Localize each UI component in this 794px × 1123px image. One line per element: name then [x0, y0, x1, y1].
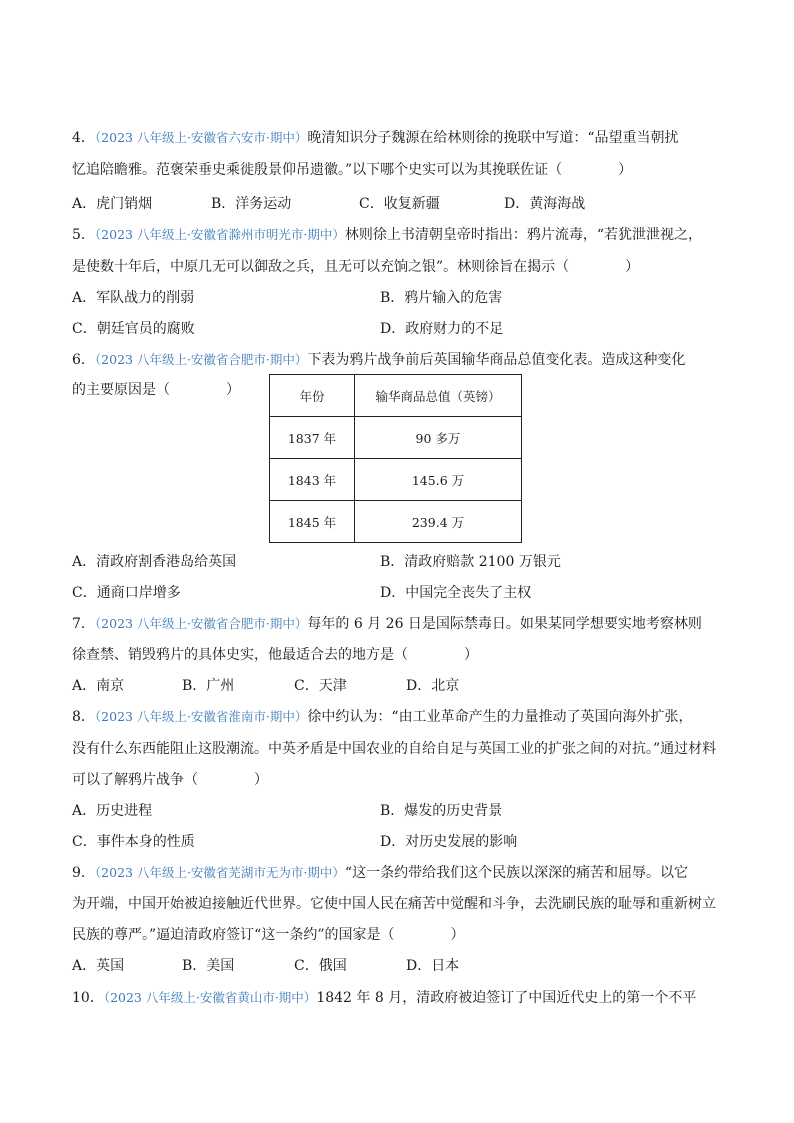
question-7-line-1	[72, 614, 702, 634]
export-value-table	[269, 374, 522, 543]
question-number: 6．	[72, 352, 95, 368]
table-cell: 145.6 万	[355, 459, 522, 501]
question-8-line-2: 没有什么东西能阻止这股潮流。中英矛盾是中国农业的自给自足与英国工业的扩张之间的对抗。”通过材料	[72, 741, 717, 757]
question-number: 5．	[72, 227, 95, 243]
question-text: 下表为鸦片战争前后英国输华商品总值变化表。造成这种变化	[307, 352, 686, 368]
table-row	[270, 459, 522, 501]
table-header-row	[270, 375, 522, 417]
question-text: 徐中约认为：“由工业革命产生的力量推动了英国向海外扩张，	[307, 709, 693, 725]
question-number: 8．	[72, 709, 95, 725]
option-b: B．美国	[182, 958, 235, 974]
question-source: （2023 八年级上·安徽省合肥市·期中）	[94, 352, 308, 367]
option-c: C．俄国	[294, 958, 347, 974]
option-a: A．清政府割香港岛给英国	[72, 554, 237, 570]
question-text: 林则徐上书清朝皇帝时指出：鸦片流毒，“若犹泄泄视之，	[344, 227, 703, 243]
table-header-year: 年份	[270, 375, 355, 417]
table-cell: 90 多万	[355, 417, 522, 459]
question-source: （2023 八年级上·安徽省六安市·期中）	[94, 130, 308, 145]
question-5-line-1	[72, 225, 702, 245]
question-source: （2023 八年级上·安徽省淮南市·期中）	[94, 709, 308, 724]
question-source: （2023 八年级上·安徽省芜湖市无为市·期中）	[94, 865, 345, 880]
table-row	[270, 501, 522, 543]
question-text: 晚清知识分子魏源在给林则徐的挽联中写道：“品望重当朝扰	[307, 130, 679, 146]
table-row	[270, 417, 522, 459]
option-a: A．南京	[72, 678, 125, 694]
option-b: B．清政府赔款 2100 万银元	[380, 554, 561, 570]
option-a: A．虎门销烟	[72, 196, 153, 212]
option-c: C．事件本身的性质	[72, 834, 195, 850]
question-9-line-2: 为开端，中国开始被迫接触近代世界。它使中国人民在痛苦中觉醒和斗争，去洗刷民族的耻辱和重新树立	[72, 896, 716, 912]
question-9-line-3: 民族的尊严。”逼迫清政府签订“这一条约”的国家是（ ）	[72, 927, 465, 943]
question-source: （2023 八年级上·安徽省合肥市·期中）	[94, 616, 308, 631]
option-b: B．洋务运动	[211, 196, 292, 212]
question-source: （2023 八年级上·安徽省滁州市明光市·期中）	[94, 227, 345, 242]
option-c: C．收复新疆	[359, 196, 440, 212]
question-text: 每年的 6 月 26 日是国际禁毒日。如果某同学想要实地考察林则	[307, 616, 702, 632]
option-b: B．广州	[182, 678, 235, 694]
table-header-value: 输华商品总值（英镑）	[355, 375, 522, 417]
option-a: A．军队战力的削弱	[72, 290, 195, 306]
question-number: 9．	[72, 865, 95, 881]
option-d: D．黄海海战	[504, 196, 586, 212]
option-d: D．中国完全丧失了主权	[380, 585, 532, 601]
table-cell: 1845 年	[270, 501, 355, 543]
table-cell: 239.4 万	[355, 501, 522, 543]
question-number: 7．	[72, 616, 95, 632]
question-4-line-2: 忆追陪瞻雅。范褒荣垂史乘徙殷景仰吊遗徽。”以下哪个史实可以为其挽联佐证（ ）	[72, 162, 633, 178]
question-text: “这一条约带给我们这个民族以深深的痛苦和屈辱。以它	[344, 865, 689, 881]
option-a: A．英国	[72, 958, 125, 974]
option-d: D．日本	[406, 958, 460, 974]
option-b: B．鸦片输入的危害	[380, 290, 503, 306]
question-7-line-2: 徐查禁、销毁鸦片的具体史实，他最适合去的地方是（ ）	[72, 647, 478, 663]
question-text: 1842 年 8 月，清政府被迫签订了中国近代史上的第一个不平	[316, 990, 697, 1006]
question-number: 10．	[72, 990, 104, 1006]
option-d: D．北京	[406, 678, 460, 694]
question-5-line-2: 是使数十年后，中原几无可以御敌之兵，且无可以充饷之银”。林则徐旨在揭示（ ）	[72, 259, 640, 275]
option-c: C．朝廷官员的腐败	[72, 321, 195, 337]
table-cell: 1837 年	[270, 417, 355, 459]
option-c: C．天津	[294, 678, 347, 694]
option-d: D．政府财力的不足	[380, 321, 504, 337]
question-6-line-2: 的主要原因是（ ）	[72, 382, 240, 398]
question-source: （2023 八年级上·安徽省黄山市·期中）	[103, 990, 317, 1005]
question-8-line-3: 可以了解鸦片战争（ ）	[72, 772, 268, 788]
option-c: C．通商口岸增多	[72, 585, 181, 601]
question-4-line-1	[72, 128, 679, 148]
question-9-line-1	[72, 863, 688, 883]
option-d: D．对历史发展的影响	[380, 834, 518, 850]
question-number: 4．	[72, 130, 95, 146]
question-6-line-1	[72, 350, 685, 370]
option-a: A．历史进程	[72, 803, 153, 819]
option-b: B．爆发的历史背景	[380, 803, 503, 819]
table-cell: 1843 年	[270, 459, 355, 501]
question-8-line-1	[72, 707, 693, 727]
question-10-line-1	[72, 988, 696, 1008]
